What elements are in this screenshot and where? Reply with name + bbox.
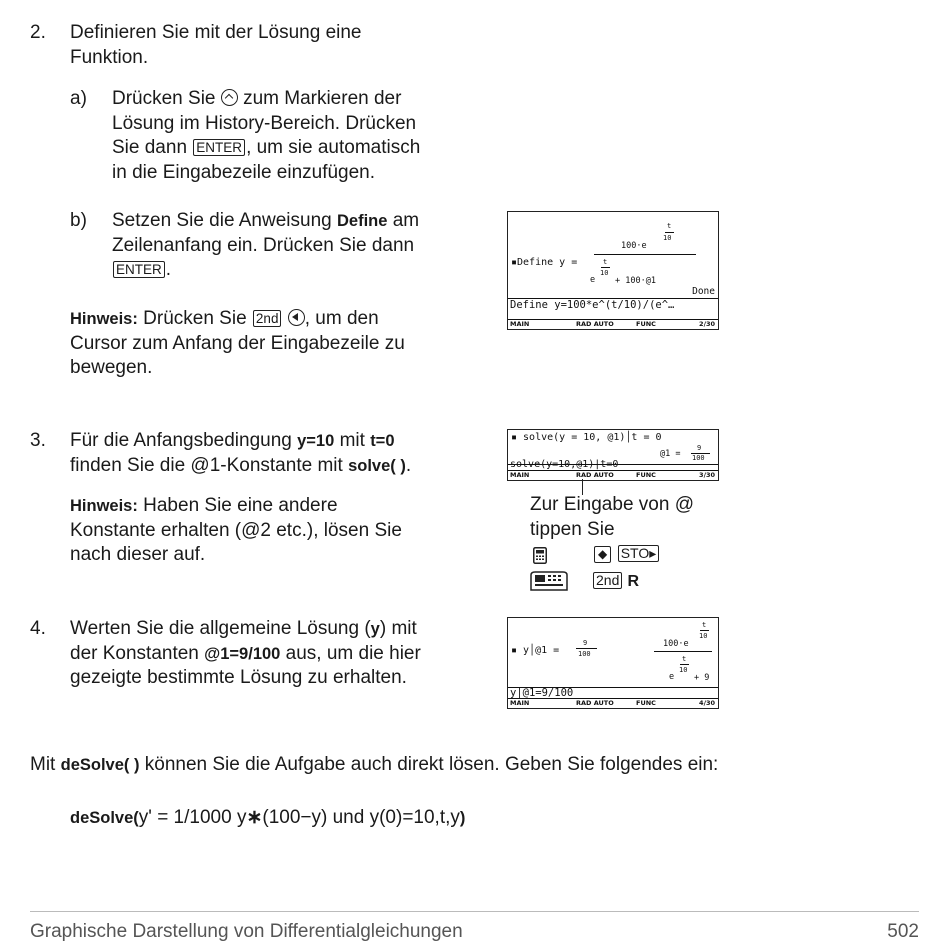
bold-y10: y=10 xyxy=(297,432,335,450)
substep-a-text-part: Sie dann xyxy=(112,137,188,158)
note-text-part: Drücken Sie xyxy=(143,308,247,329)
step-number-3: 3. xyxy=(30,430,46,451)
substep-b-line-2: Zeilenanfang ein. Drücken Sie dann xyxy=(112,234,415,256)
status-history: 3/30 xyxy=(699,471,715,479)
screen-1-exp-bar xyxy=(665,232,674,233)
calculator-screen-define xyxy=(507,211,719,330)
screen-3-lhs-bar xyxy=(576,648,597,649)
callout-line-2: tippen Sie xyxy=(530,518,615,540)
define-keyword: Define xyxy=(337,212,388,230)
note-line-3: bewegen. xyxy=(70,357,153,378)
desolve-intro xyxy=(30,753,930,778)
screen-1-numerator: 100·e xyxy=(621,241,647,251)
sto-key: STO▸ xyxy=(618,545,660,562)
note-text-part: Haben Sie eine andere xyxy=(143,495,338,516)
desolve-cmd-bold: deSolve( xyxy=(70,809,139,827)
step-4-text-part: Werten Sie die allgemeine Lösung ( xyxy=(70,618,371,639)
screen-3-exp-bar xyxy=(700,630,709,631)
screen-3-den-exp-bar xyxy=(680,664,689,665)
enter-key: ENTER xyxy=(113,261,165,278)
step-3-text-part: mit xyxy=(339,430,365,451)
substep-a-text-part: Drücken Sie xyxy=(112,88,216,109)
desolve-intro-part: Mit xyxy=(30,754,56,775)
desolve-cmd-part: (100−y) und y(0)=10,t,y xyxy=(262,807,460,828)
screen-2-entry-line: solve(y=10,@1)|t=0 xyxy=(510,459,619,470)
screen-3-exp-t: t xyxy=(702,621,707,629)
screen-1-exp-t: t xyxy=(667,222,672,230)
screen-2-result-num: 9 xyxy=(697,444,702,452)
substep-a-text xyxy=(112,87,502,185)
second-key: 2nd xyxy=(253,310,282,327)
substep-label-b: b) xyxy=(70,210,87,231)
note-line-3: nach dieser auf. xyxy=(70,544,206,565)
step-2-text xyxy=(70,21,490,70)
callout-text xyxy=(530,493,730,542)
screen-3-numerator: 100·e xyxy=(663,639,689,649)
screen-3-lhs-den: 100 xyxy=(578,650,591,658)
substep-label-a: a) xyxy=(70,88,87,109)
screen-1-exp-10: 10 xyxy=(663,234,672,242)
voyage-calculator-icon xyxy=(530,571,568,591)
page-number: 502 xyxy=(887,921,919,942)
footer-rule xyxy=(30,911,919,912)
screen-1-entry-line: Define y=100*e^(t/10)/(e^… xyxy=(510,299,675,311)
step-2-line-1: Definieren Sie mit der Lösung eine xyxy=(70,22,362,43)
step-4-text-part: ) mit xyxy=(379,618,417,639)
second-r-key-row xyxy=(592,572,639,591)
step-3-text-part: . xyxy=(405,454,412,476)
screen-3-den-exp-10: 10 xyxy=(679,666,688,674)
step-4-line-3: gezeigte bestimmte Lösung zu erhalten. xyxy=(70,667,407,688)
screen-3-status-bar xyxy=(508,698,718,708)
desolve-cmd-part: y' = 1/1000 y xyxy=(138,807,247,828)
up-arrow-key-icon xyxy=(221,89,238,106)
r-key: R xyxy=(627,573,640,590)
substep-b-text-part: Setzen Sie die Anweisung xyxy=(112,210,332,231)
screen-3-den-exp-t: t xyxy=(682,655,687,663)
note-line-2: Konstante erhalten (@2 etc.), lösen Sie xyxy=(70,519,402,541)
status-angle: RAD AUTO xyxy=(576,699,614,707)
screen-1-den-post: + 100·@1 xyxy=(615,276,656,286)
screen-1-den-exp-t: t xyxy=(603,258,608,266)
screen-1-den-exp-bar xyxy=(601,267,610,268)
left-arrow-key-icon xyxy=(288,309,305,326)
screen-1-den-exp-10: 10 xyxy=(600,269,609,277)
step-number-2: 2. xyxy=(30,22,46,43)
substep-b-text xyxy=(112,209,502,283)
bold-constant: @1=9/100 xyxy=(204,644,281,663)
calculator-screen-solve xyxy=(507,429,719,481)
screen-3-lhs: ▪ y│@1 = xyxy=(511,645,560,656)
step-4-text-part: der Konstanten xyxy=(70,642,199,664)
screen-1-lhs: ▪Define y = xyxy=(511,257,578,268)
status-graph: FUNC xyxy=(636,320,656,328)
screen-2-status-bar xyxy=(508,470,718,480)
desolve-cmd-star: ∗ xyxy=(246,807,263,828)
step-3-text xyxy=(70,429,500,478)
step-3-text-part: Für die Anfangsbedingung xyxy=(70,430,292,451)
step-number-4: 4. xyxy=(30,618,46,639)
step-3-note xyxy=(70,494,500,568)
diamond-key: ◆ xyxy=(594,546,611,563)
step-4-text-part: aus, um die hier xyxy=(285,642,421,664)
step-2-note xyxy=(70,307,490,381)
callout-line-1: Zur Eingabe von @ xyxy=(530,494,694,515)
substep-a-line-2: Lösung im History-Bereich. Drücken xyxy=(112,112,417,134)
ti89-calculator-icon xyxy=(533,547,547,564)
status-history: 4/30 xyxy=(699,699,715,707)
screen-1-done: Done xyxy=(692,286,715,297)
screen-3-den-post: + 9 xyxy=(694,673,710,683)
enter-key: ENTER xyxy=(193,139,245,156)
note-label: Hinweis: xyxy=(70,497,138,515)
calculator-screen-evaluate xyxy=(507,617,719,709)
status-mode: MAIN xyxy=(510,320,530,328)
step-3-text-part: finden Sie die @1-Konstante mit xyxy=(70,454,343,476)
substep-a-text-part: , um sie automatisch xyxy=(246,137,421,158)
substep-b-text-part: am xyxy=(392,210,420,231)
status-mode: MAIN xyxy=(510,699,530,707)
desolve-command xyxy=(70,806,930,831)
screen-3-exp-10: 10 xyxy=(699,632,708,640)
substep-a-text-part: zum Markieren der xyxy=(243,88,402,109)
solve-keyword: solve( ) xyxy=(348,456,406,475)
desolve-cmd-bold: ) xyxy=(459,809,466,827)
bold-t0: t=0 xyxy=(370,432,395,450)
note-line-2: Cursor zum Anfang der Eingabezeile zu xyxy=(70,332,405,354)
status-mode: MAIN xyxy=(510,471,530,479)
status-graph: FUNC xyxy=(636,471,656,479)
diamond-key-row-1 xyxy=(593,545,660,564)
footer-title: Graphische Darstellung von Differentialgleichungen xyxy=(30,921,463,942)
screen-3-lhs-num: 9 xyxy=(583,639,588,647)
note-text-part: , um den xyxy=(304,308,379,329)
screen-3-entry-line: y|@1=9/100 xyxy=(510,687,574,699)
substep-a-line-4: in die Eingabezeile einzufügen. xyxy=(112,161,376,183)
screen-1-status-bar xyxy=(508,319,718,329)
status-history: 2/30 xyxy=(699,320,715,328)
step-4-text xyxy=(70,617,500,691)
screen-3-fraction-bar xyxy=(654,651,712,652)
screen-2-result-lhs: @1 = xyxy=(660,449,681,459)
note-label: Hinweis: xyxy=(70,310,138,328)
desolve-intro-part: können Sie die Aufgabe auch direkt lösen. Geben Sie folgendes ein: xyxy=(144,754,719,775)
desolve-keyword: deSolve( ) xyxy=(60,756,140,774)
screen-3-den-base: e xyxy=(669,672,675,682)
step-2-line-2: Funktion. xyxy=(70,46,149,68)
status-graph: FUNC xyxy=(636,699,656,707)
screen-1-fraction-bar xyxy=(594,254,696,255)
bold-y: y xyxy=(370,620,380,638)
second-key: 2nd xyxy=(593,572,622,589)
status-angle: RAD AUTO xyxy=(576,471,614,479)
screen-1-den-base: e xyxy=(590,275,596,285)
screen-2-command: ▪ solve(y = 10, @1)│t = 0 xyxy=(511,432,662,443)
status-angle: RAD AUTO xyxy=(576,320,614,328)
substep-b-text-part: . xyxy=(165,259,172,280)
screen-2-result-den: 100 xyxy=(692,454,705,462)
